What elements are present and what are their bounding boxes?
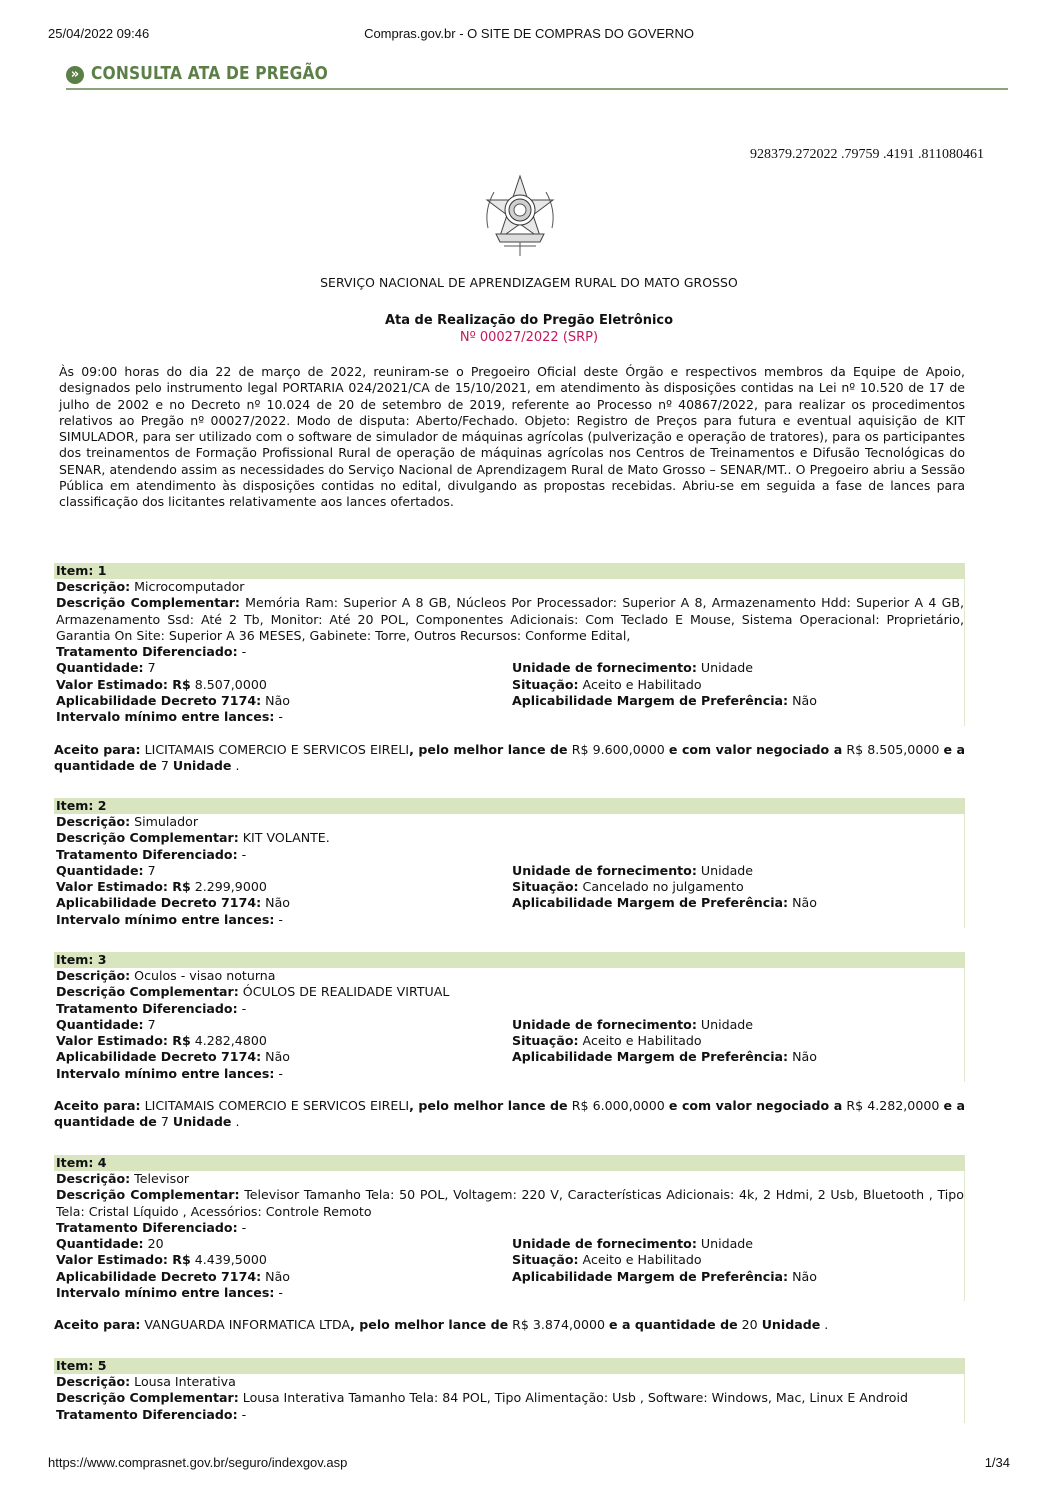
item-estimated-value: 4.282,4800 — [194, 1033, 267, 1049]
print-datetime: 25/04/2022 09:46 — [48, 26, 150, 41]
item-margin-applicability: Não — [792, 1268, 817, 1284]
item-header: Item: 1 — [54, 563, 965, 579]
accepted-company: LICITAMAIS COMERCIO E SERVICOS EIRELI — [144, 1098, 410, 1114]
item-decree-applicability: Não — [265, 693, 290, 709]
item-decree-applicability: Não — [265, 1268, 290, 1284]
chevron-right-circle-icon: » — [66, 66, 84, 84]
item-header: Item: 3 — [54, 952, 965, 968]
item-quantity: 7 — [147, 862, 156, 878]
item-header: Item: 5 — [54, 1358, 965, 1374]
item-block: Item: 5 Descrição: Lousa Interativa Descrição Complementar: Lousa Interativa Tamanho Tela: 84 POL, Tipo Alimentação: Usb , Software: Windows, Mac, Linux E Android Tratamento Diferenciado: - — [54, 1358, 965, 1423]
item-margin-applicability: Não — [792, 693, 817, 709]
item-tratamento: - — [241, 1406, 247, 1422]
item-complementary-description: ÓCULOS DE REALIDADE VIRTUAL — [242, 984, 450, 1000]
item-header: Item: 4 — [54, 1155, 965, 1171]
document-number: 928379.272022 .79759 .4191 .811080461 — [750, 147, 984, 162]
item-complementary-description: Memória Ram: Superior A 8 GB, Núcleos Por Processador: Superior A 8, Armazenamento Hdd: Superior A 4 GB, Armazenamento Ssd: Até 2 Tb, Monitor: Até 20 POL, Componentes Adicionais: Com Teclado E Mouse, Sistema Operacional: Proprietário, Garantia On Site: Superior A 36 MESES, Gabinete: Torre, Outros Recursos: Conforme Edital, — [56, 595, 964, 643]
accepted-statement: Aceito para: LICITAMAIS COMERCIO E SERVICOS EIRELI, pelo melhor lance de R$ 9.600,0000 e com valor negociado a R$ 8.505,0000 e a quantidade de 7 Unidade . — [54, 741, 966, 773]
item-interval: - — [278, 911, 283, 927]
item-block: Item: 3 Descrição: Oculos - visao noturna Descrição Complementar: ÓCULOS DE REALIDADE VIRTUAL Tratamento Diferenciado: - Quantidade: 7 Unidade de fornecimento: Unidade Valor Estimado: R$ 4.282,4800 Situação: Aceito e Habilitado Aplicabilidade Decreto 7174: Não Aplicabilidade Margem de Preferência: Não Intervalo mínimo entre lances: - Aceito para: LICITAMAIS COMERCIO E SERVICOS EIRELI, pelo melhor lance de R$ 6.000,0000 e com valor negociado a R$ 4.282,0000 e a quantidade de 7 Unidade . — [54, 952, 966, 1130]
item-unit: Unidade — [700, 1016, 754, 1032]
item-estimated-value: 2.299,9000 — [194, 879, 267, 895]
item-decree-applicability: Não — [265, 895, 290, 911]
item-quantity: 7 — [147, 1016, 156, 1032]
item-estimated-value: 8.507,0000 — [194, 676, 267, 692]
accepted-statement: Aceito para: VANGUARDA INFORMATICA LTDA, pelo melhor lance de R$ 3.874,0000 e a quantidade de 20 Unidade . — [54, 1317, 829, 1333]
negotiated-value: R$ 8.505,0000 — [846, 741, 940, 757]
item-status: Aceito e Habilitado — [582, 676, 702, 692]
item-margin-applicability: Não — [792, 895, 817, 911]
item-block: Item: 4 Descrição: Televisor Descrição Complementar: Televisor Tamanho Tela: 50 POL, Voltagem: 220 V, Características Adicionais: 4k, 2 Hdmi, 2 Usb, Bluetooth , Tipo Tela: Cristal Líquido , Acessórios: Controle Remoto Tratamento Diferenciado: - Quantidade: 20 Unidade de fornecimento: Unidade Valor Estimado: R$ 4.439,5000 Situação: Aceito e Habilitado Aplicabilidade Decreto 7174: Não Aplicabilidade Margem de Preferência: Não Intervalo mínimo entre lances: - Aceito para: VANGUARDA INFORMATICA LTDA, pelo melhor lance de R$ 3.874,0000 e a quantidade de 20 Unidade . — [54, 1155, 965, 1333]
section-banner — [66, 62, 1008, 90]
banner-title: CONSULTA ATA DE PREGÃO — [91, 63, 329, 84]
accepted-statement: Aceito para: LICITAMAIS COMERCIO E SERVICOS EIRELI, pelo melhor lance de R$ 6.000,0000 e com valor negociado a R$ 4.282,0000 e a quantidade de 7 Unidade . — [54, 1098, 966, 1130]
best-bid: R$ 6.000,0000 — [571, 1098, 665, 1114]
item-complementary-description: Televisor Tamanho Tela: 50 POL, Voltagem: 220 V, Características Adicionais: 4k, 2 Hdmi, 2 Usb, Bluetooth , Tipo Tela: Cristal Líquido , Acessórios: Controle Remoto — [56, 1187, 965, 1219]
accepted-company: LICITAMAIS COMERCIO E SERVICOS EIRELI — [144, 741, 410, 757]
item-quantity: 20 — [147, 1236, 164, 1252]
item-description: Televisor — [134, 1171, 190, 1186]
item-interval: - — [278, 1285, 283, 1301]
print-header — [48, 26, 1010, 42]
item-unit: Unidade — [700, 1236, 754, 1252]
page-number: 1/34 — [984, 1455, 1010, 1470]
best-bid: R$ 9.600,0000 — [571, 741, 665, 757]
item-margin-applicability: Não — [792, 1049, 817, 1065]
item-tratamento: - — [241, 846, 247, 862]
item-quantity: 7 — [147, 660, 156, 676]
item-description: Simulador — [134, 814, 198, 829]
item-interval: - — [278, 1065, 283, 1081]
item-header: Item: 2 — [54, 798, 965, 814]
ata-title: Ata de Realização do Pregão Eletrônico — [384, 313, 674, 328]
coat-of-arms-emblem — [474, 170, 566, 262]
item-description: Microcomputador — [134, 579, 245, 594]
item-estimated-value: 4.439,5000 — [194, 1252, 267, 1268]
item-description: Oculos - visao noturna — [134, 968, 276, 983]
organization-name: SERVIÇO NACIONAL DE APRENDIZAGEM RURAL DO MATO GROSSO — [320, 275, 738, 290]
print-footer — [48, 1455, 1010, 1471]
best-bid: R$ 3.874,0000 — [512, 1317, 606, 1333]
accepted-company: VANGUARDA INFORMATICA LTDA — [144, 1317, 351, 1333]
item-complementary-description: Lousa Interativa Tamanho Tela: 84 POL, Tipo Alimentação: Usb , Software: Windows, Mac, Linux E Android — [242, 1390, 908, 1406]
negotiated-value: R$ 4.282,0000 — [846, 1098, 940, 1114]
item-decree-applicability: Não — [265, 1049, 290, 1065]
item-tratamento: - — [241, 1219, 247, 1235]
print-url: https://www.comprasnet.gov.br/seguro/indexgov.asp — [48, 1455, 348, 1470]
item-status: Aceito e Habilitado — [582, 1252, 702, 1268]
item-unit: Unidade — [700, 660, 754, 676]
print-page-title: Compras.gov.br - O SITE DE COMPRAS DO GOVERNO — [364, 26, 694, 41]
item-interval: - — [278, 709, 283, 725]
item-tratamento: - — [241, 644, 247, 660]
item-status: Aceito e Habilitado — [582, 1033, 702, 1049]
item-status: Cancelado no julgamento — [582, 879, 744, 895]
ata-number: Nº 00027/2022 (SRP) — [459, 330, 599, 345]
intro-paragraph: Às 09:00 horas do dia 22 de março de 2022, reuniram-se o Pregoeiro Oficial deste Órgão e respectivos membros da Equipe de Apoio, designados pelo instrumento legal PORTARIA 024/2021/CA de 15/10/2021, em atendimento às disposições contidas na Lei nº 10.520 de 17 de julho de 2002 e no Decreto nº 10.024 de 20 de setembro de 2019, referente ao Processo nº 40867/2022, para realizar os procedimentos relativos ao Pregão nº 00027/2022. Modo de disputa: Aberto/Fechado. Objeto: Registro de Preços para futura e eventual aquisição de KIT SIMULADOR, para ser utilizado com o software de simulador de máquinas agrícolas (pulverização e operação de tratores), para os participantes dos treinamentos de Formação Profissional Rural de operação de máquinas agrícolas nos Centros de Treinamentos e Difusão Tecnológicas do SENAR, atendendo assim as necessidades do Serviço Nacional de Aprendizagem Rural de Mato Grosso – SENAR/MT.. O Pregoeiro abriu a Sessão Pública em atendimento às disposições contidas no edital, divulgando as propostas recebidas. Abriu-se em seguida a fase de lances para classificação dos licitantes relativamente aos lances ofertados. — [59, 364, 965, 510]
item-tratamento: - — [241, 1000, 247, 1016]
item-block: Item: 1 Descrição: Microcomputador Descrição Complementar: Memória Ram: Superior A 8 GB, Núcleos Por Processador: Superior A 8, Armazenamento Hdd: Superior A 4 GB, Armazenamento Ssd: Até 2 Tb, Monitor: Até 20 POL, Componentes Adicionais: Com Teclado E Mouse, Sistema Operacional: Proprietário, Garantia On Site: Superior A 36 MESES, Gabinete: Torre, Outros Recursos: Conforme Edital, Tratamento Diferenciado: - Quantidade: 7 Unidade de fornecimento: Unidade Valor Estimado: R$ 8.507,0000 Situação: Aceito e Habilitado Aplicabilidade Decreto 7174: Não Aplicabilidade Margem de Preferência: Não Intervalo mínimo entre lances: - Aceito para: LICITAMAIS COMERCIO E SERVICOS EIRELI, pelo melhor lance de R$ 9.600,0000 e com valor negociado a R$ 8.505,0000 e a quantidade de 7 Unidade . — [54, 563, 966, 773]
item-unit: Unidade — [700, 862, 754, 878]
item-description: Lousa Interativa — [134, 1374, 236, 1389]
item-complementary-description: KIT VOLANTE. — [242, 830, 330, 846]
item-block: Item: 2 Descrição: Simulador Descrição Complementar: KIT VOLANTE. Tratamento Diferenciado: - Quantidade: 7 Unidade de fornecimento: Unidade Valor Estimado: R$ 2.299,9000 Situação: Cancelado no julgamento Aplicabilidade Decreto 7174: Não Aplicabilidade Margem de Preferência: Não Intervalo mínimo entre lances: - — [54, 798, 965, 928]
